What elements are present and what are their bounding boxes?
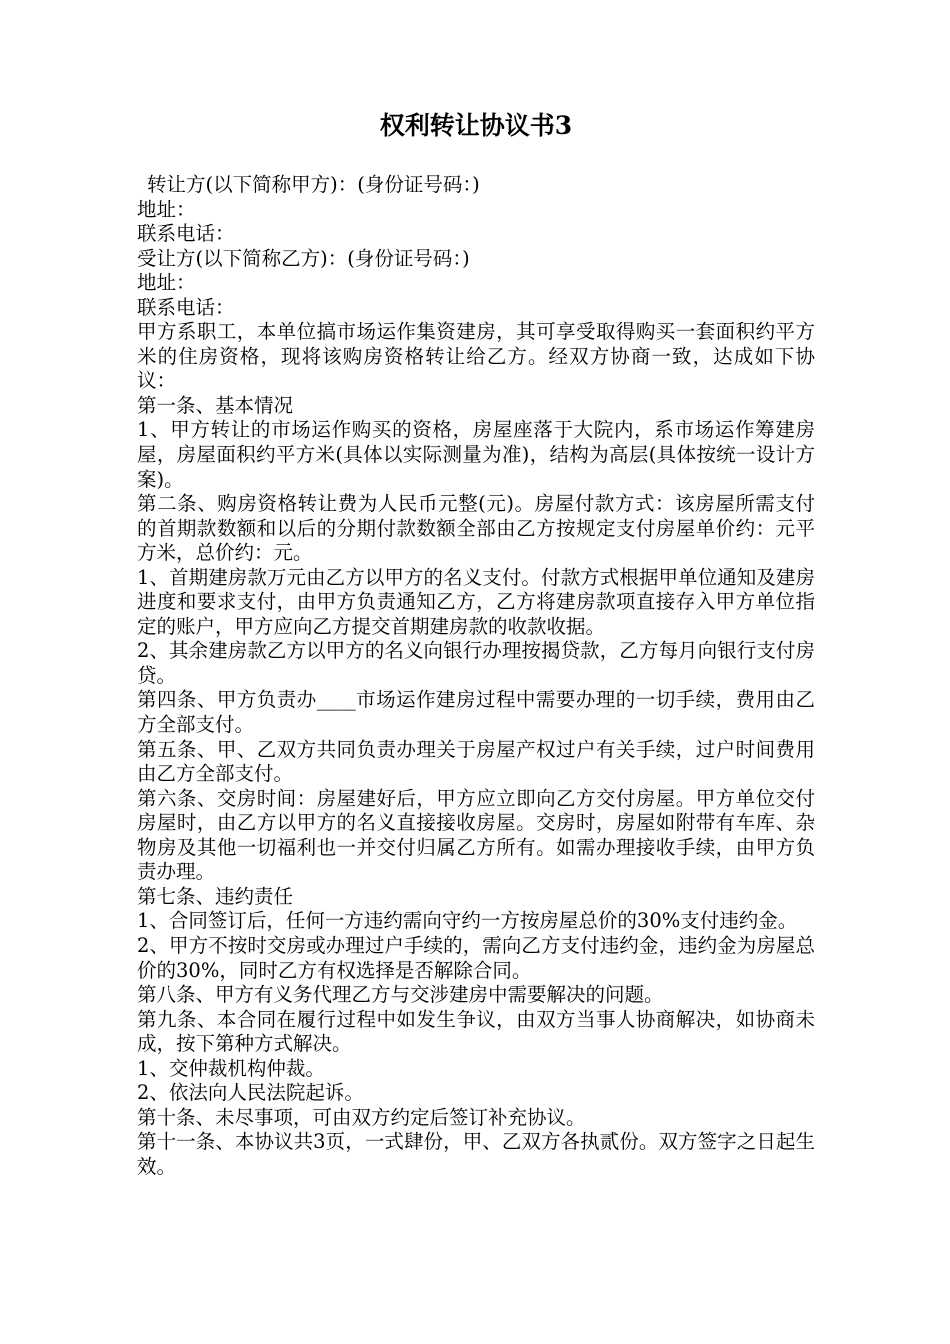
- paragraph-transferor: 转让方(以下简称甲方)：(身份证号码：): [147, 173, 480, 196]
- paragraph-article-1-item-1: 1、甲方转让的市场运作购买的资格，房屋座落于大院内，系市场运作筹建房屋，房屋面积约平方米(具体以实际测量为准)，结构为高层(具体按统一设计方案)。: [137, 418, 815, 491]
- paragraph-article-7-item-2: 2、甲方不按时交房或办理过户手续的，需向乙方支付违约金，违约金为房屋总价的30%，同时乙方有权选择是否解除合同。: [137, 933, 815, 982]
- paragraph-article-2-item-2: 2、其余建房款乙方以甲方的名义向银行办理按揭贷款，乙方每月向银行支付房贷。: [137, 639, 815, 687]
- paragraph-article-1-heading: 第一条、基本情况: [137, 393, 294, 417]
- paragraph-transferee-phone: 联系电话：: [137, 295, 235, 319]
- paragraph-article-6: 第六条、交房时间：房屋建好后，甲方应立即向乙方交付房屋。甲方单位交付房屋时，由乙方以甲方的名义直接接收房屋。交房时，房屋如附带有车库、杂物房及其他一切福利也一并交付归属乙方所有。如需办理接收手续，由甲方负责办理。: [137, 786, 815, 884]
- paragraph-article-9: 第九条、本合同在履行过程中如发生争议，由双方当事人协商解决，如协商未成，按下第种方式解决。: [137, 1007, 815, 1056]
- paragraph-article-9-item-1: 1、交仲裁机构仲裁。: [137, 1056, 325, 1080]
- paragraph-article-7-item-1: 1、合同签订后，任何一方违约需向守约一方按房屋总价的30%支付违约金。: [137, 909, 798, 933]
- paragraph-article-4: 第四条、甲方负责办____市场运作建房过程中需要办理的一切手续，费用由乙方全部支付。: [137, 688, 815, 737]
- paragraph-transferor-phone: 联系电话：: [137, 222, 235, 246]
- document-title: 权利转让协议书3: [379, 111, 573, 140]
- paragraph-preamble: 甲方系职工，本单位搞市场运作集资建房，其可享受取得购买一套面积约平方米的住房资格，现将该购房资格转让给乙方。经双方协商一致，达成如下协议：: [137, 320, 815, 393]
- paragraph-transferor-address: 地址：: [137, 197, 196, 221]
- paragraph-article-2-item-1: 1、首期建房款万元由乙方以甲方的名义支付。付款方式根据甲单位通知及建房进度和要求支付，由甲方负责通知乙方，乙方将建房款项直接存入甲方单位指定的账户，甲方应向乙方提交首期建房款的收款收据。: [137, 565, 815, 638]
- paragraph-article-7-heading: 第七条、违约责任: [137, 884, 294, 908]
- paragraph-article-2: 第二条、购房资格转让费为人民币元整(元)。房屋付款方式：该房屋所需支付的首期款数额和以后的分期付款数额全部由乙方按规定支付房屋单价约：元平方米，总价约：元。: [137, 492, 815, 565]
- paragraph-article-10: 第十条、未尽事项，可由双方约定后签订补充协议。: [137, 1105, 586, 1129]
- paragraph-article-5: 第五条、甲、乙双方共同负责办理关于房屋产权过户有关手续，过户时间费用由乙方全部支付。: [137, 737, 815, 786]
- paragraph-article-9-item-2: 2、依法向人民法院起诉。: [137, 1081, 364, 1105]
- document-body: [137, 173, 815, 1179]
- paragraph-transferee: 受让方(以下简称乙方)：(身份证号码：): [137, 246, 470, 270]
- paragraph-transferee-address: 地址：: [137, 271, 196, 295]
- paragraph-article-11: 第十一条、本协议共3页，一式肆份，甲、乙双方各执贰份。双方签字之日起生效。: [137, 1130, 815, 1178]
- paragraph-article-8: 第八条、甲方有义务代理乙方与交涉建房中需要解决的问题。: [137, 983, 664, 1007]
